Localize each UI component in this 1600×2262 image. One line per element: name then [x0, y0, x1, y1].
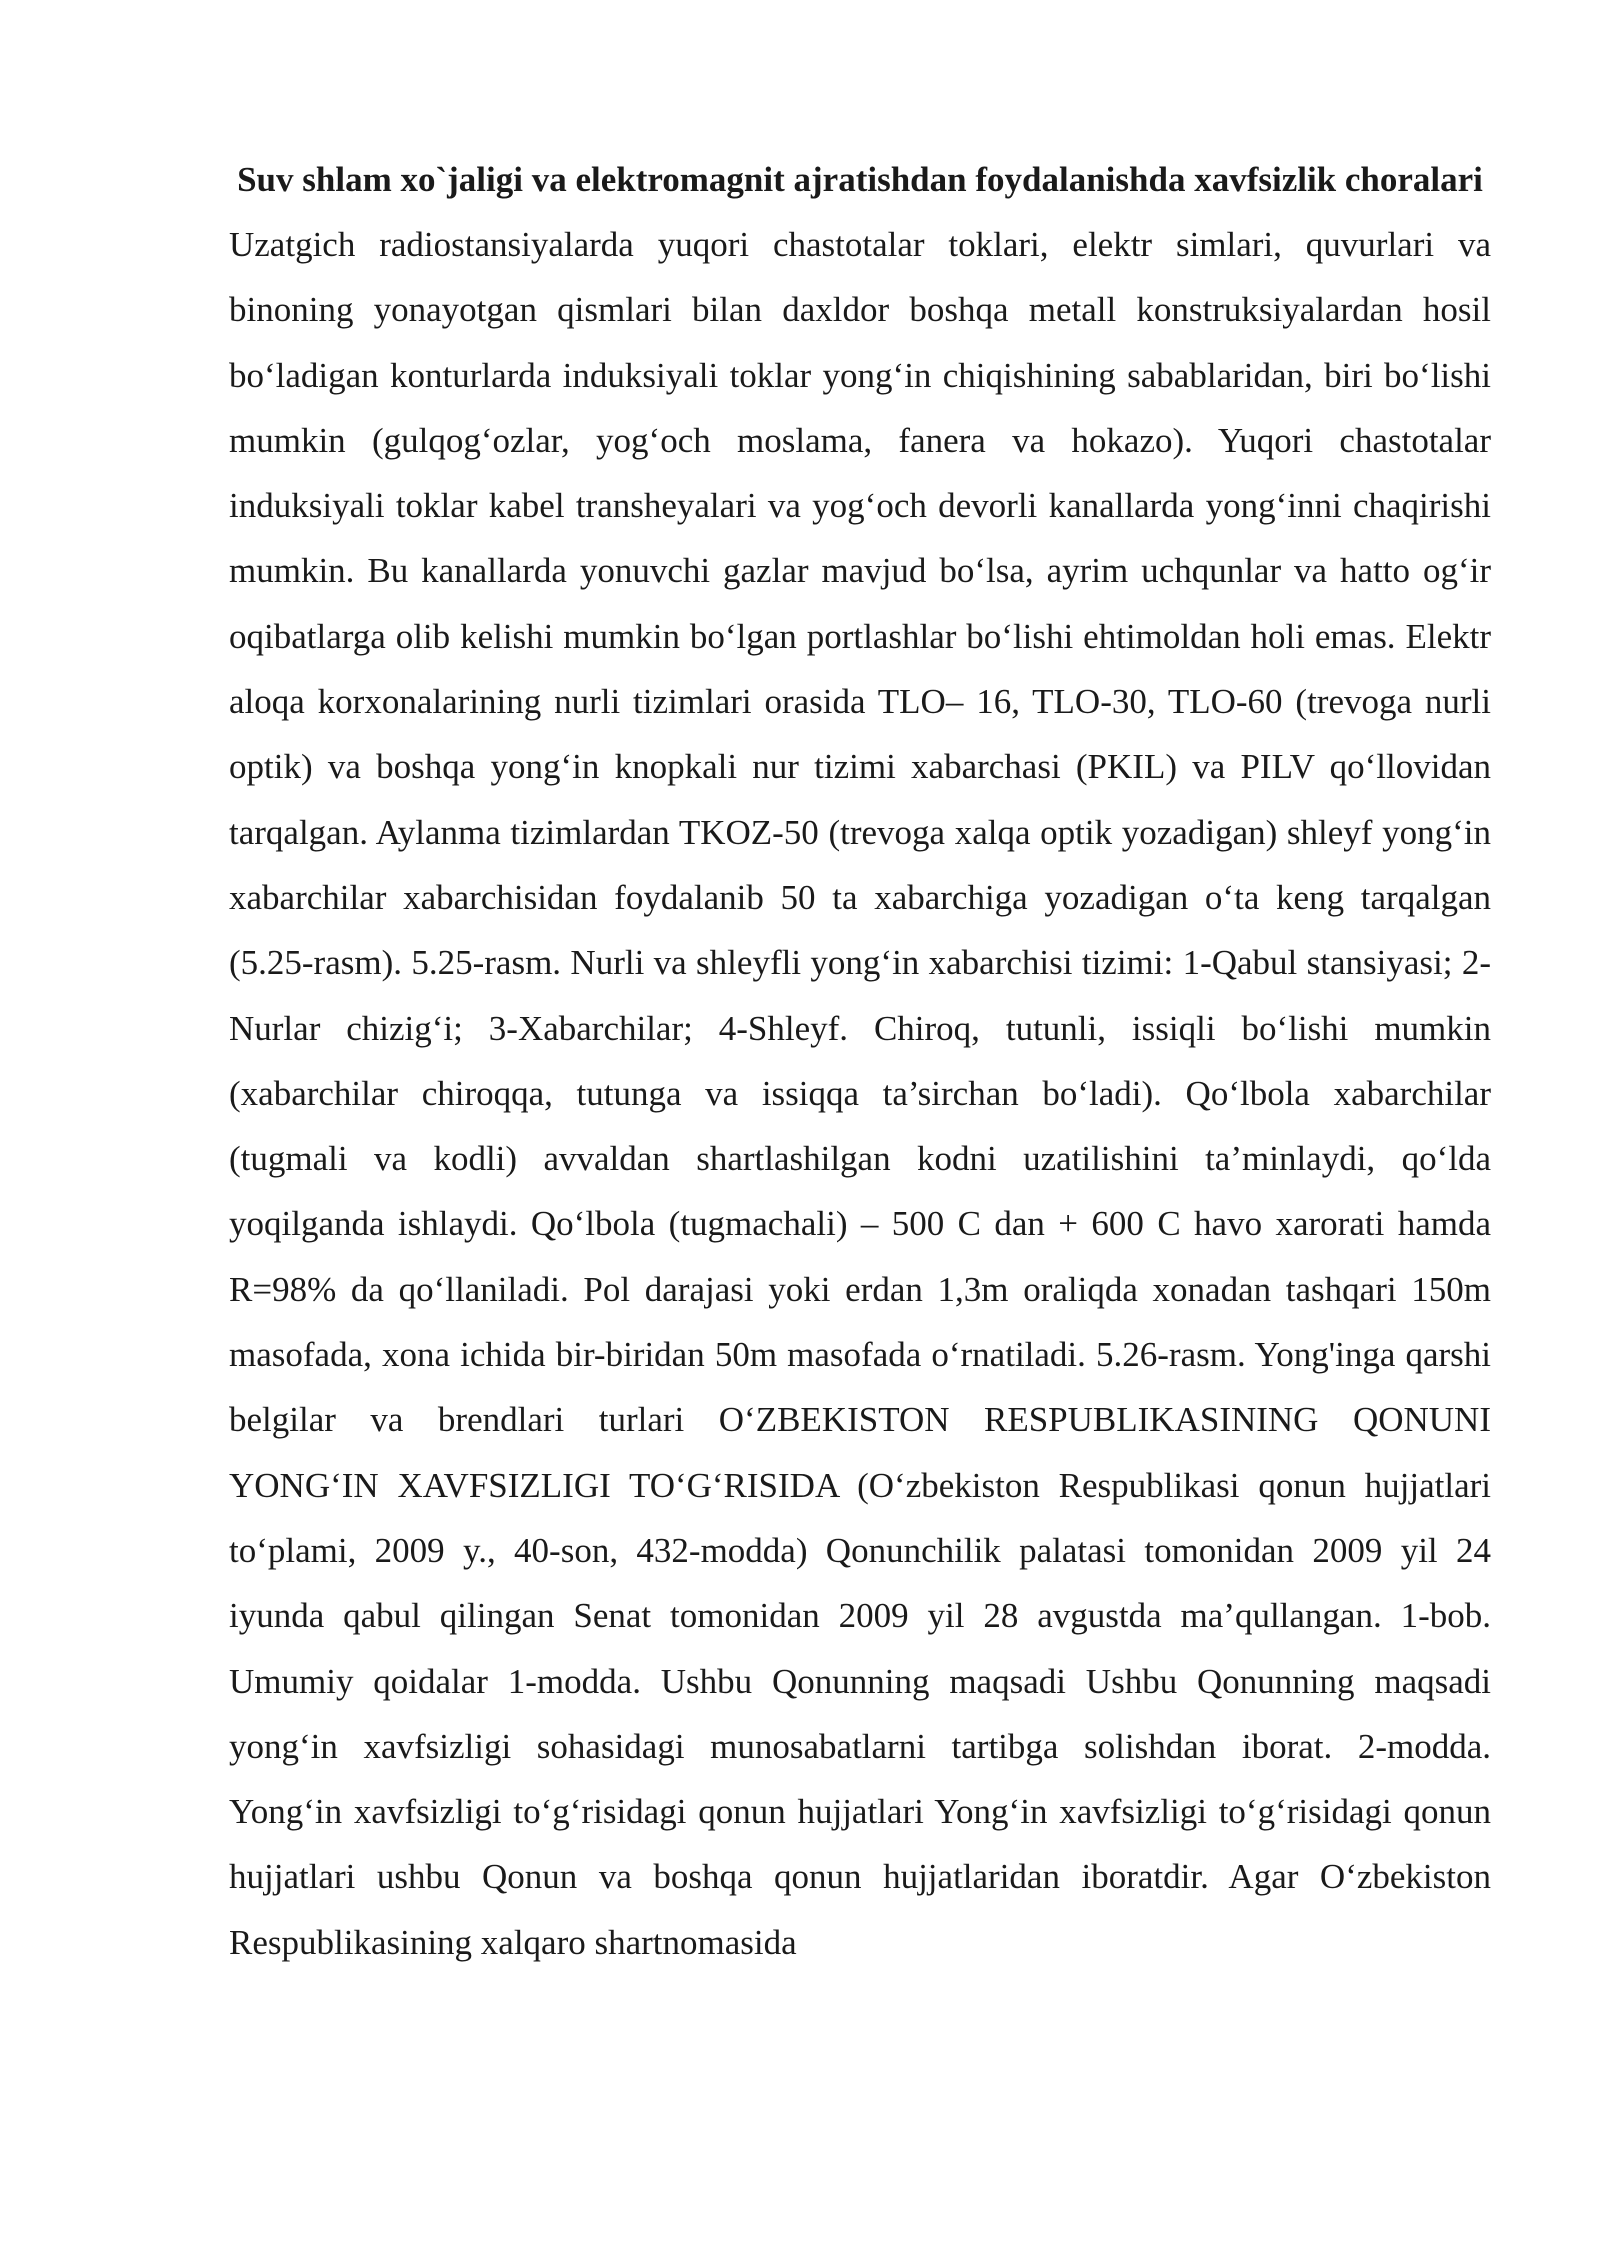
document-body-paragraph: Uzatgich radiostansiyalarda yuqori chastotalar toklari, elektr simlari, quvurlari va binoning yonayotgan qismlari bilan daxldor boshqa metall konstruksiyalardan hosil bo‘ladigan konturlarda induksiyali toklar yong‘in chiqishining sabablaridan, biri bo‘lishi mumkin (gulqog‘ozlar, yog‘och moslama, fanera va hokazo). Yuqori chastotalar induksiyali toklar kabel transheyalari va yog‘och devorli kanallarda yong‘inni chaqirishi mumkin. Bu kanallarda yonuvchi gazlar mavjud bo‘lsa, ayrim uchqunlar va hatto og‘ir oqibatlarga olib kelishi mumkin bo‘lgan portlashlar bo‘lishi ehtimoldan holi emas. Elektr aloqa korxonalarining nurli tizimlari orasida TLO– 16, TLO-30, TLO-60 (trevoga nurli optik) va boshqa yong‘in knopkali nur tizimi xabarchasi (PKIL) va PILV qo‘llovidan tarqalgan. Aylanma tizimlardan TKOZ-50 (trevoga xalqa optik yozadigan) shleyf yong‘in xabarchilar xabarchisidan foydalanib 50 ta xabarchiga yozadigan o‘ta keng tarqalgan (5.25-rasm). 5.25-rasm. Nurli va shleyfli yong‘in xabarchisi tizimi: 1-Qabul stansiyasi; 2-Nurlar chizig‘i; 3-Xabarchilar; 4-Shleyf. Chiroq, tutunli, issiqli bo‘lishi mumkin (xabarchilar chiroqqa, tutunga va issiqqa ta’sirchan bo‘ladi). Qo‘lbola xabarchilar (tugmali va kodli) avvaldan shartlashilgan kodni uzatilishini ta’minlaydi, qo‘lda yoqilganda ishlaydi. Qo‘lbola (tugmachali) – 500 C dan + 600 C havo xarorati hamda R=98% da qo‘llaniladi. Pol darajasi yoki erdan 1,3m oraliqda xonadan tashqari 150m masofada, xona ichida bir-biridan 50m masofada o‘rnatiladi. 5.26-rasm. Yong'inga qarshi belgilar va brendlari turlari O‘ZBEKISTON RESPUBLIKASINING QONUNI YONG‘IN XAVFSIZLIGI TO‘G‘RISIDA (O‘zbekiston Respublikasi qonun hujjatlari to‘plami, 2009 y., 40-son, 432-modda) Qonunchilik palatasi tomonidan 2009 yil 24 iyunda qabul qilingan Senat tomonidan 2009 yil 28 avgustda ma’qullangan. 1-bob. Umumiy qoidalar 1-modda. Ushbu Qonunning maqsadi Ushbu Qonunning maqsadi yong‘in xavfsizligi sohasidagi munosabatlarni tartibga solishdan iborat. 2-modda. Yong‘in xavfsizligi to‘g‘risidagi qonun hujjatlari Yong‘in xavfsizligi to‘g‘risidagi qonun hujjatlari ushbu Qonun va boshqa qonun hujjatlaridan iboratdir. Agar O‘zbekiston Respublikasining xalqaro shartnomasida — [229, 225, 1491, 1962]
document-title: Suv shlam xo`jaligi va elektromagnit ajratishdan foydalanishda xavfsizlik choralari — [237, 160, 1483, 199]
document-page — [229, 148, 1491, 1975]
